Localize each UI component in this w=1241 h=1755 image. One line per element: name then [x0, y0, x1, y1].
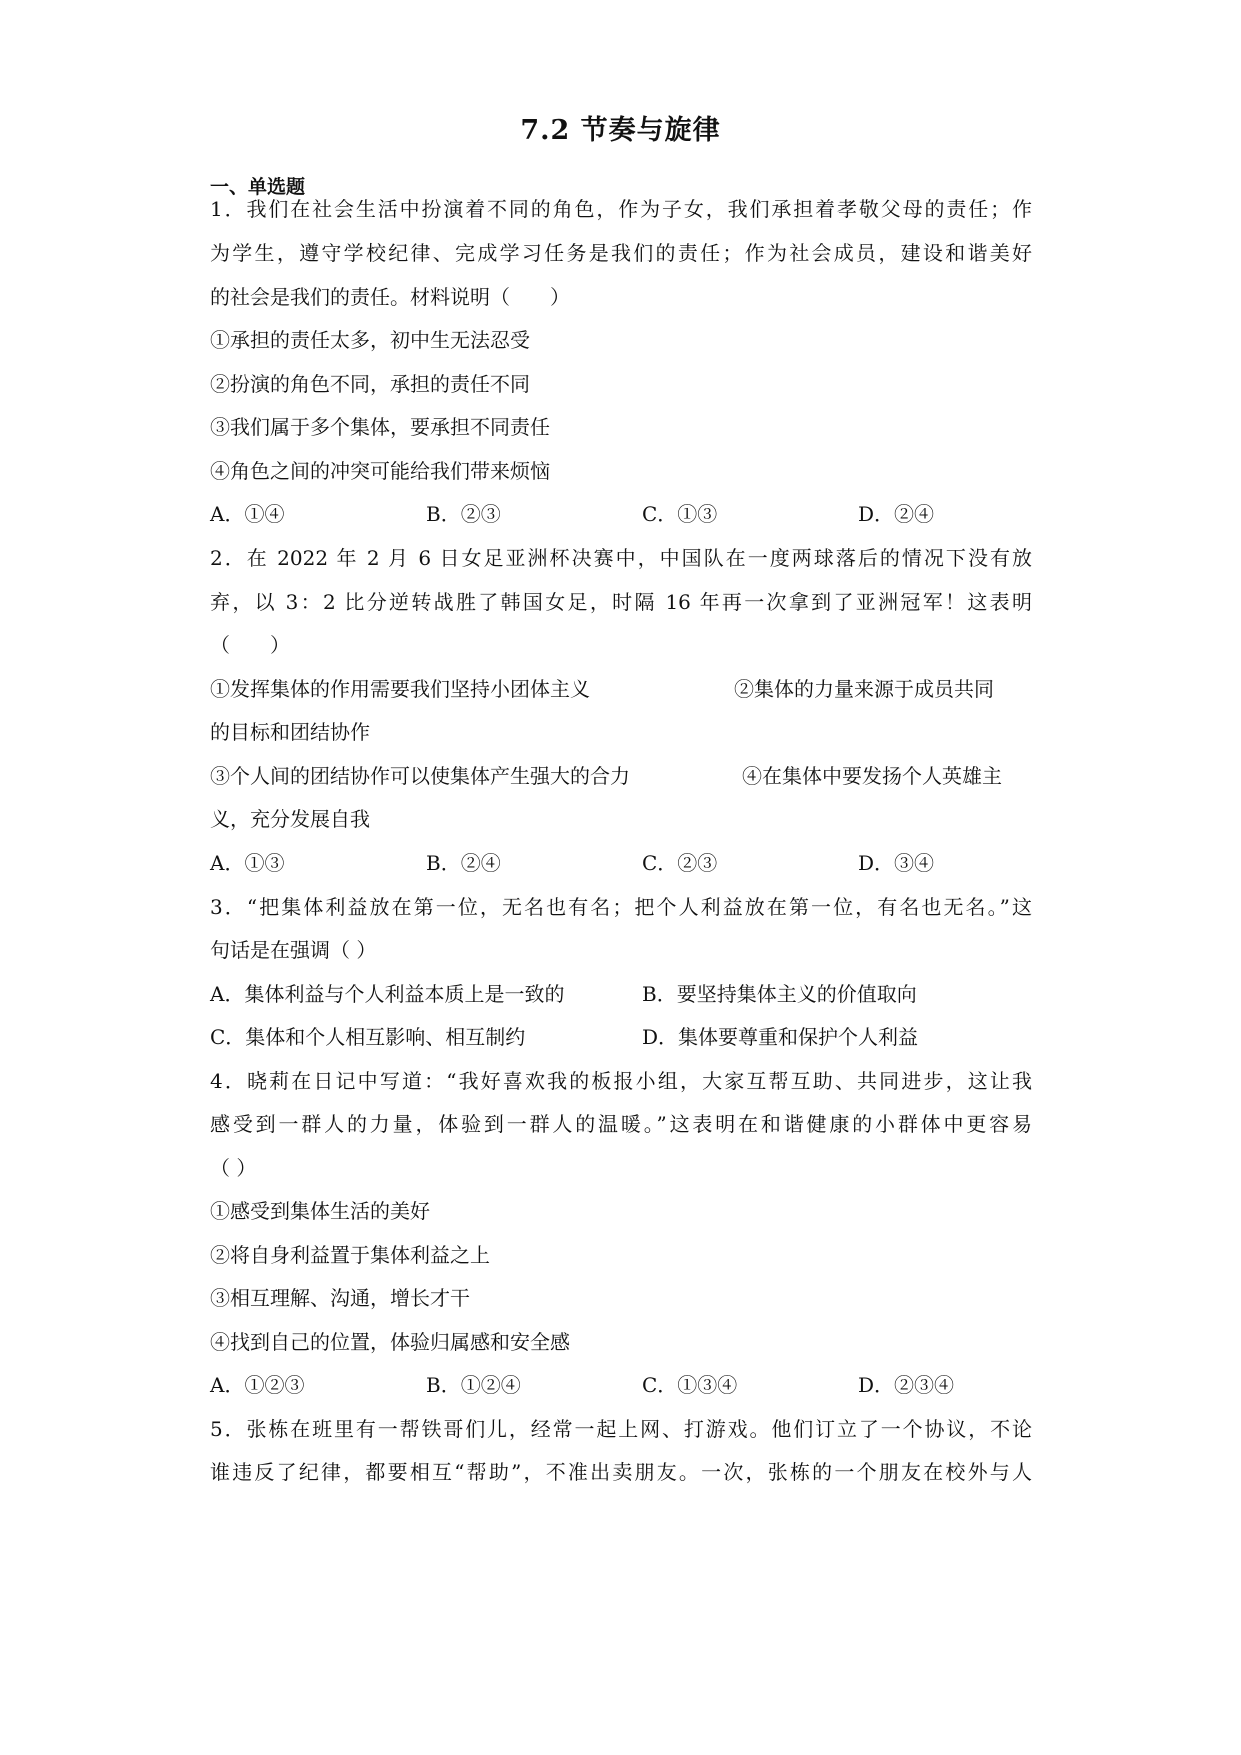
question-3-option-d: D．集体要尊重和保护个人利益 — [642, 1025, 919, 1049]
question-1-item-4: ④角色之间的冲突可能给我们带来烦恼 — [210, 459, 550, 483]
section-heading: 一、单选题 — [210, 176, 306, 198]
question-5-line-1: 5．张栋在班里有一帮铁哥们儿，经常一起上网、打游戏。他们订立了一个协议，不论 — [210, 1417, 1032, 1441]
question-1-line-1: 1．我们在社会生活中扮演着不同的角色，作为子女，我们承担着孝敬父母的责任；作 — [210, 197, 1032, 221]
question-3-line-2: 句话是在强调（ ） — [210, 938, 377, 962]
question-4-option-b: B．①②④ — [426, 1373, 521, 1397]
question-4-line-3: （ ） — [210, 1156, 257, 1180]
question-2-item-3: ③个人间的团结协作可以使集体产生强大的合力 — [210, 764, 630, 788]
question-2-line-3: （ ） — [210, 633, 290, 657]
question-2-item-4-cont: 义，充分发展自我 — [210, 807, 370, 831]
question-4-item-4: ④找到自己的位置，体验归属感和安全感 — [210, 1330, 570, 1354]
question-3-option-a: A．集体利益与个人利益本质上是一致的 — [210, 982, 565, 1006]
question-1-item-1: ①承担的责任太多，初中生无法忍受 — [210, 328, 530, 352]
question-1-item-3: ③我们属于多个集体，要承担不同责任 — [210, 415, 550, 439]
question-4-option-a: A．①②③ — [210, 1373, 305, 1397]
question-3-option-b: B．要坚持集体主义的价值取向 — [642, 982, 917, 1006]
question-4-line-2: 感受到一群人的力量，体验到一群人的温暖。”这表明在和谐健康的小群体中更容易 — [210, 1112, 1032, 1136]
question-4-item-2: ②将自身利益置于集体利益之上 — [210, 1243, 490, 1267]
question-1-line-3: 的社会是我们的责任。材料说明（ ） — [210, 285, 570, 309]
question-1-option-d: D．②④ — [858, 502, 935, 526]
question-4-option-c: C．①③④ — [642, 1373, 738, 1397]
question-1-line-2: 为学生，遵守学校纪律、完成学习任务是我们的责任；作为社会成员，建设和谐美好 — [210, 241, 1032, 265]
question-2-option-a: A．①③ — [210, 851, 285, 875]
question-4-option-d: D．②③④ — [858, 1373, 955, 1397]
question-5-line-2: 谁违反了纪律，都要相互“帮助”，不准出卖朋友。一次，张栋的一个朋友在校外与人 — [210, 1460, 1032, 1484]
question-2-option-c: C．②③ — [642, 851, 718, 875]
question-2-option-b: B．②④ — [426, 851, 501, 875]
question-1-item-2: ②扮演的角色不同，承担的责任不同 — [210, 372, 530, 396]
question-3-line-1: 3．“把集体利益放在第一位，无名也有名；把个人利益放在第一位，有名也无名。”这 — [210, 895, 1032, 919]
question-4-item-1: ①感受到集体生活的美好 — [210, 1199, 430, 1223]
question-2-option-d: D．③④ — [858, 851, 935, 875]
question-1-option-c: C．①③ — [642, 502, 718, 526]
question-4-line-1: 4．晓莉在日记中写道：“我好喜欢我的板报小组，大家互帮互助、共同进步，这让我 — [210, 1069, 1032, 1093]
question-2-item-2: ②集体的力量来源于成员共同 — [734, 677, 994, 701]
question-2-item-2-cont: 的目标和团结协作 — [210, 720, 370, 744]
question-2-item-1: ①发挥集体的作用需要我们坚持小团体主义 — [210, 677, 590, 701]
question-3-option-c: C．集体和个人相互影响、相互制约 — [210, 1025, 526, 1049]
question-2-line-1: 2．在 2022 年 2 月 6 日女足亚洲杯决赛中，中国队在一度两球落后的情况下没有放 — [210, 546, 1032, 570]
question-2-line-2: 弃，以 3：2 比分逆转战胜了韩国女足，时隔 16 年再一次拿到了亚洲冠军！这表明 — [210, 590, 1032, 614]
question-2-item-4: ④在集体中要发扬个人英雄主 — [742, 764, 1002, 788]
question-1-option-b: B．②③ — [426, 502, 501, 526]
page-title: 7.2 节奏与旋律 — [520, 115, 721, 146]
question-1-option-a: A．①④ — [210, 502, 285, 526]
question-4-item-3: ③相互理解、沟通，增长才干 — [210, 1286, 470, 1310]
